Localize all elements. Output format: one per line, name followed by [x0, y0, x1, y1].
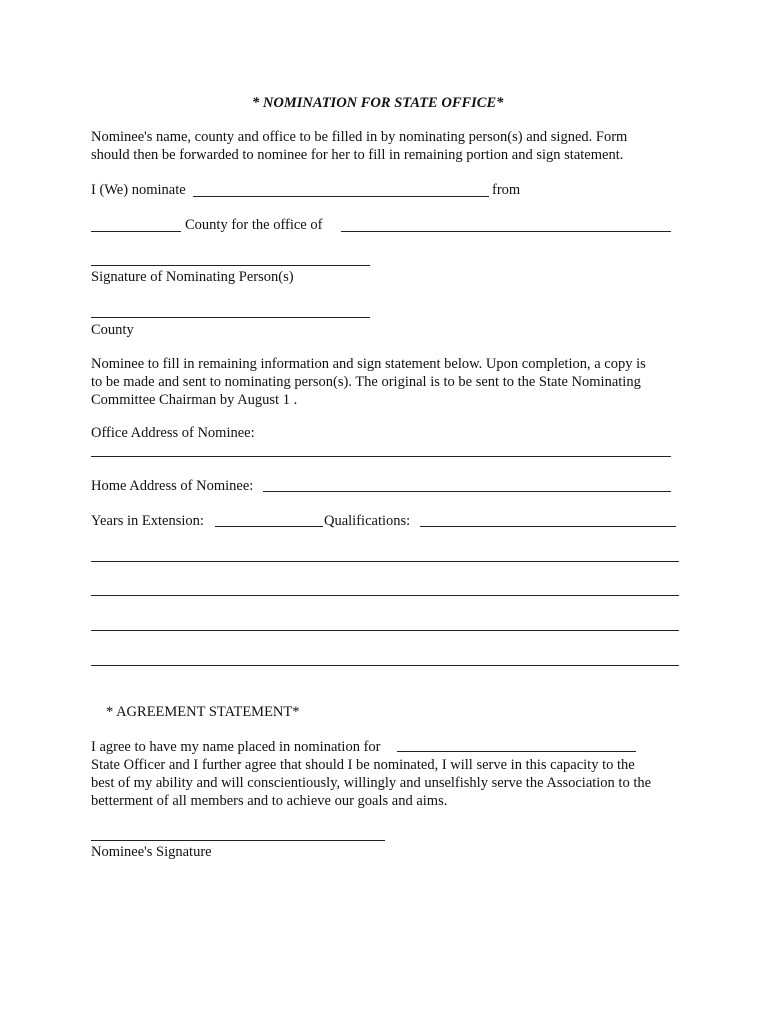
from-label: from: [492, 182, 521, 198]
county-office-label: County for the office of: [185, 217, 323, 233]
county-field[interactable]: [91, 231, 181, 232]
agreement-line: best of my ability and will conscientiously, willingly and unselfishly serve the Association to the: [91, 775, 652, 791]
home-address-label: Home Address of Nominee:: [91, 478, 254, 494]
qualifications-line[interactable]: [91, 561, 679, 562]
agreement-office-field[interactable]: [397, 751, 636, 752]
qualifications-label: Qualifications:: [324, 513, 411, 529]
home-address-field[interactable]: [263, 491, 671, 492]
office-address-field[interactable]: [91, 456, 671, 457]
instructions-line: Nominee to fill in remaining information and sign statement below. Upon completion, a copy is: [91, 356, 646, 372]
nominee-name-field[interactable]: [193, 196, 489, 197]
years-extension-label: Years in Extension:: [91, 513, 204, 529]
office-field[interactable]: [341, 231, 671, 232]
qualifications-field[interactable]: [420, 526, 676, 527]
nominate-label: I (We) nominate: [91, 182, 186, 198]
instructions-line: to be made and sent to nominating person(s). The original is to be sent to the State Nominating: [91, 374, 641, 390]
form-title: * NOMINATION FOR STATE OFFICE*: [252, 95, 504, 111]
nominating-signature-field[interactable]: [91, 265, 370, 266]
instructions-line: Committee Chairman by August 1 .: [91, 392, 298, 408]
nominee-signature-label: Nominee's Signature: [91, 844, 212, 860]
county-label: County: [91, 322, 134, 338]
intro-line: Nominee's name, county and office to be filled in by nominating person(s) and signed. Form: [91, 129, 628, 145]
nominee-signature-field[interactable]: [91, 840, 385, 841]
agreement-line: betterment of all members and to achieve our goals and aims.: [91, 793, 448, 809]
qualifications-line[interactable]: [91, 665, 679, 666]
office-address-label: Office Address of Nominee:: [91, 425, 255, 441]
nominating-signature-label: Signature of Nominating Person(s): [91, 269, 294, 285]
agreement-heading: * AGREEMENT STATEMENT*: [106, 704, 300, 720]
intro-paragraph: [91, 128, 691, 164]
nominating-county-field[interactable]: [91, 317, 370, 318]
qualifications-line[interactable]: [91, 595, 679, 596]
agreement-line: I agree to have my name placed in nomination for: [91, 739, 381, 755]
instructions-paragraph: [91, 355, 691, 409]
agreement-line: State Officer and I further agree that should I be nominated, I will serve in this capacity to the: [91, 757, 635, 773]
qualifications-line[interactable]: [91, 630, 679, 631]
years-extension-field[interactable]: [215, 526, 323, 527]
intro-line: should then be forwarded to nominee for her to fill in remaining portion and sign statement.: [91, 147, 624, 163]
